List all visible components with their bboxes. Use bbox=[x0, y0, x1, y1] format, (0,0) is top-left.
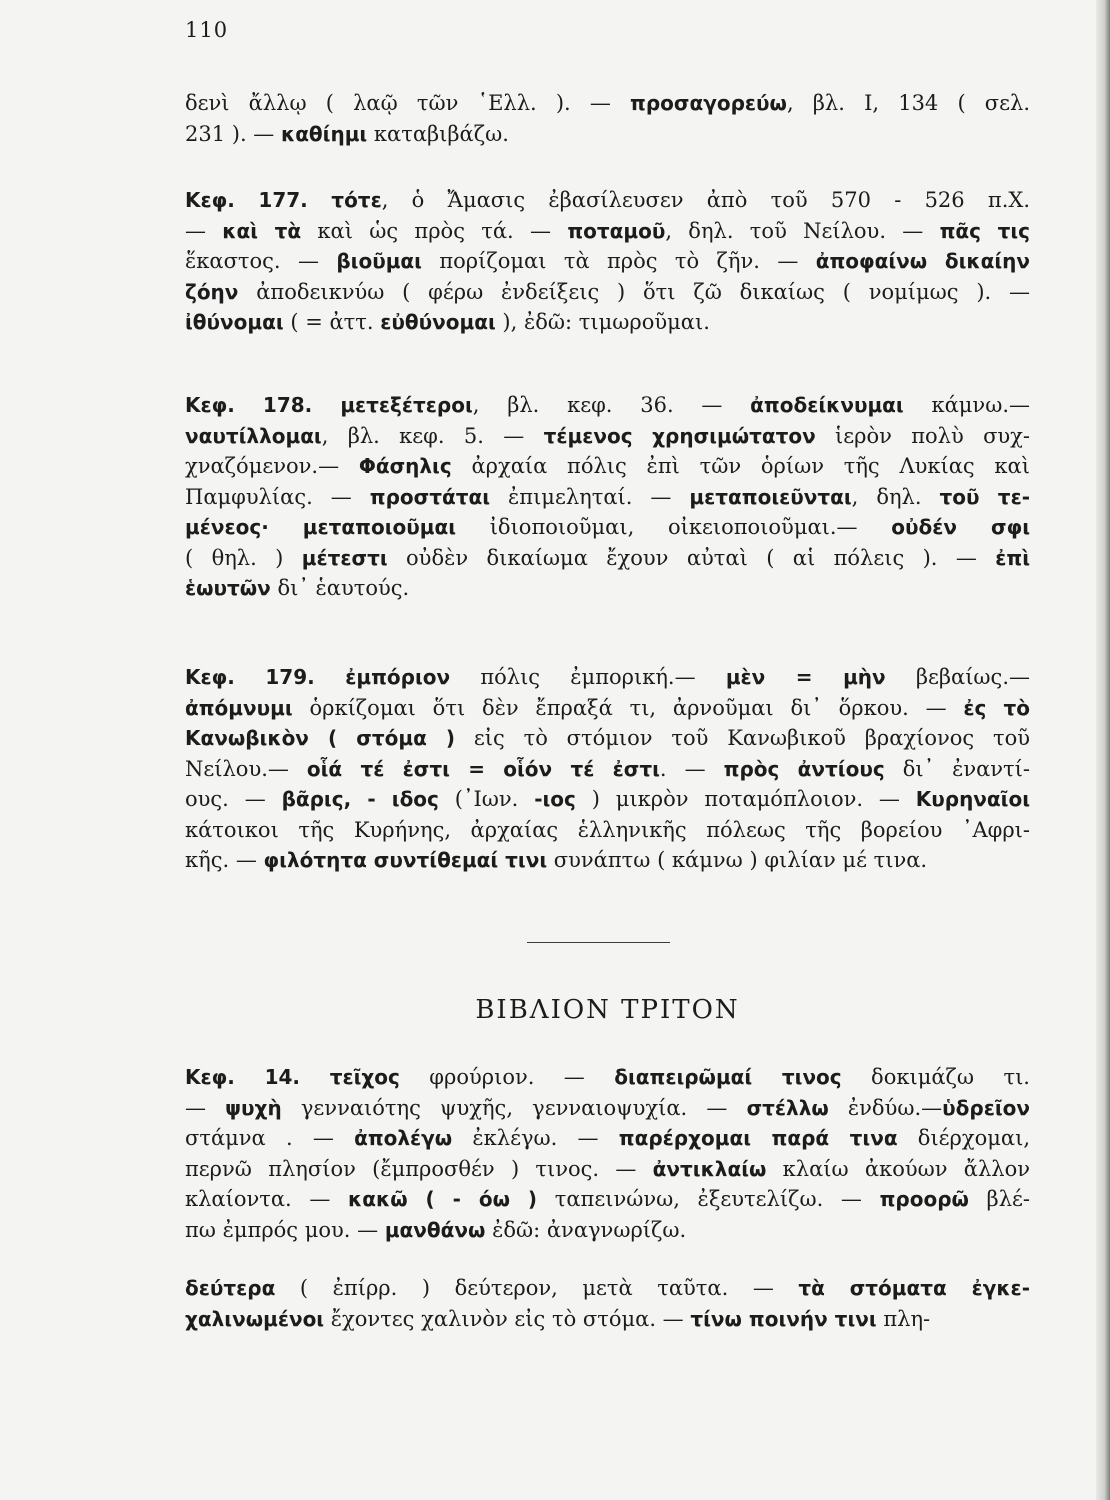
headword: Φάσηλις bbox=[358, 454, 452, 478]
headword: ἀντικλαίω bbox=[652, 1156, 767, 1181]
gloss-text: εἰς τὸ στόμιον τοῦ Κανωβικοῦ βραχίονος τοῦ bbox=[455, 726, 1030, 750]
text-line bbox=[185, 1304, 1030, 1335]
headword: Κεφ. 178. μετεξέτεροι bbox=[185, 393, 473, 417]
paragraph-chapter-177 bbox=[185, 185, 1030, 338]
page-number: 110 bbox=[185, 18, 229, 42]
text-line bbox=[185, 390, 1030, 421]
text-line bbox=[185, 1093, 1030, 1124]
gloss-text: συνάπτω ( κάμνω ) φιλίαν μέ τινα. bbox=[547, 848, 928, 872]
gloss-text: ) μικρὸν ποταμόπλοιον. — bbox=[575, 787, 916, 811]
gloss-text: ταπεινώνω, ἐξευτελίζω. — bbox=[537, 1187, 880, 1211]
headword: ἀπολέγω bbox=[354, 1126, 453, 1150]
gloss-text: ους. — bbox=[185, 787, 282, 811]
page-edge-shadow bbox=[1096, 0, 1110, 1500]
headword: Κανωβικὸν ( στόμα ) bbox=[185, 726, 456, 750]
gloss-text: ἐνδύω.— bbox=[828, 1095, 943, 1120]
gloss-text: καὶ ὡς πρὸς τά. — bbox=[301, 218, 568, 243]
headword: πᾶς τις bbox=[939, 218, 1030, 243]
paragraph-deutera bbox=[185, 1273, 1030, 1334]
headword: ψυχὴ bbox=[225, 1095, 282, 1120]
gloss-text: Νείλου.— bbox=[185, 756, 307, 781]
gloss-text: βλέ- bbox=[968, 1187, 1030, 1211]
text-line bbox=[185, 246, 1030, 277]
headword: Κυρηναῖοι bbox=[915, 787, 1030, 811]
headword: βᾶρις, - ιδος bbox=[281, 787, 439, 811]
text-line bbox=[185, 1123, 1030, 1154]
text-line bbox=[185, 421, 1030, 452]
gloss-text: , βλ. κεφ. 5. — bbox=[321, 423, 544, 448]
headword: ναυτίλλομαι bbox=[185, 423, 322, 448]
text-line bbox=[185, 815, 1030, 846]
text-line bbox=[185, 119, 1030, 150]
gloss-text: γενναιότης ψυχῆς, γενναιοψυχία. — bbox=[281, 1095, 747, 1120]
headword: τὰ στόματα ἐγκε- bbox=[798, 1276, 1030, 1300]
headword: προστάται bbox=[369, 484, 491, 509]
gloss-text: ( θηλ. ) bbox=[185, 545, 302, 570]
gloss-text: — bbox=[185, 1095, 226, 1120]
headword: μανθάνω bbox=[384, 1217, 486, 1242]
text-line bbox=[185, 662, 1030, 693]
gloss-text: ὁρκίζομαι ὅτι δὲν ἔπραξά τι, ἀρνοῦμαι δι᾽ ὅρκου. — bbox=[292, 695, 964, 720]
gloss-text: (᾽Ιων. bbox=[438, 787, 535, 811]
headword: Κεφ. 179. ἐμπόριον bbox=[185, 665, 451, 689]
gloss-text: οὐδὲν δικαίωμα ἔχουν αὐταὶ ( αἱ πόλεις ). — bbox=[387, 545, 996, 570]
gloss-text: πω ἐμπρός μου. — bbox=[185, 1217, 385, 1242]
headword: παρέρχομαι παρά τινα bbox=[618, 1126, 898, 1150]
text-line bbox=[185, 512, 1030, 543]
gloss-text: ἕκαστος. — bbox=[185, 249, 337, 273]
headword: προορῶ bbox=[879, 1187, 969, 1211]
paragraph-chapter-14 bbox=[185, 1062, 1030, 1245]
gloss-text: , βλ. I, 134 ( σελ. bbox=[786, 91, 1030, 115]
headword: ζόην bbox=[185, 279, 239, 304]
text-line bbox=[185, 482, 1030, 513]
paragraph-chapter-179 bbox=[185, 662, 1030, 876]
text-line bbox=[185, 573, 1030, 604]
text-line bbox=[185, 1273, 1030, 1304]
gloss-text: ἐπιμεληταί. — bbox=[490, 484, 690, 509]
text-line bbox=[185, 307, 1030, 338]
headword: καθίημι bbox=[280, 121, 368, 146]
gloss-text: πλη- bbox=[876, 1306, 931, 1331]
text-line bbox=[185, 1215, 1030, 1246]
gloss-text: δι᾽ ἐναντί- bbox=[884, 756, 1031, 781]
headword: μὲν = μὴν bbox=[725, 665, 886, 689]
gloss-text: ἐκλέγω. — bbox=[452, 1126, 619, 1150]
gloss-text: , ὁ Ἄμασις ἐβασίλευσεν ἀπὸ τοῦ 570 - 526 π.Χ. bbox=[381, 188, 1031, 212]
headword: πρὸς ἀντίους bbox=[723, 756, 885, 781]
gloss-text: κάτοικοι τῆς Κυρήνης, ἀρχαίας ἑλληνικῆς πόλεως τῆς βορείου ᾽Αφρι- bbox=[185, 817, 1030, 842]
headword: διαπειρῶμαί τινος bbox=[614, 1065, 842, 1089]
gloss-text: , δηλ. τοῦ Νείλου. — bbox=[665, 218, 940, 243]
gloss-text: καταβιβάζω. bbox=[367, 121, 509, 146]
gloss-text: βεβαίως.— bbox=[885, 665, 1030, 689]
text-line bbox=[185, 88, 1030, 119]
text-line bbox=[185, 1062, 1030, 1093]
headword: -ιος bbox=[534, 787, 576, 811]
gloss-text: Παμφυλίας. — bbox=[185, 484, 370, 509]
text-line bbox=[185, 543, 1030, 574]
gloss-text: ἔχοντες χαλινὸν εἰς τὸ στόμα. — bbox=[324, 1306, 691, 1331]
gloss-text: ( = ἀττ. bbox=[283, 310, 381, 334]
headword: ποταμοῦ bbox=[567, 218, 666, 243]
gloss-text: δενὶ ἄλλῳ bbox=[185, 91, 307, 115]
gloss-text: περνῶ πλησίον (ἔμπροσθέν ) τινος. — bbox=[185, 1156, 653, 1181]
headword: ἀποφαίνω δικαίην bbox=[815, 249, 1030, 273]
gloss-text: ἀποδεικνύω ( φέρω ἐνδείξεις ) ὅτι ζῶ δικαίως ( νομίμως ). — bbox=[238, 279, 1030, 304]
gloss-text: ( ἐπίρρ. ) δεύτερον, μετὰ ταῦτα. — bbox=[275, 1276, 799, 1300]
headword: τοῦ τε- bbox=[939, 484, 1031, 509]
gloss-text: 231 ). — bbox=[185, 121, 281, 146]
text-line bbox=[185, 1184, 1030, 1215]
gloss-text: χναζόμενον.— bbox=[185, 454, 359, 478]
gloss-text: πορίζομαι τὰ πρὸς τὸ ζῆν. — bbox=[421, 249, 816, 273]
headword: τέμενος χρησιμώτατον bbox=[543, 423, 816, 448]
gloss-text: ἀρχαία πόλις ἐπὶ τῶν ὁρίων τῆς Λυκίας καὶ bbox=[451, 454, 1030, 478]
section-divider bbox=[527, 942, 670, 943]
text-line bbox=[185, 1154, 1030, 1185]
gloss-text: δοκιμάζω τι. bbox=[841, 1065, 1030, 1089]
gloss-text: ἐδῶ: ἀναγνωρίζω. bbox=[485, 1217, 687, 1242]
headword: μεταποιεῦνται bbox=[689, 484, 852, 509]
headword: ἐπὶ bbox=[995, 545, 1030, 570]
text-line bbox=[185, 723, 1030, 754]
headword: ὑδρεῖον bbox=[942, 1095, 1031, 1120]
gloss-text: , βλ. κεφ. 36. — bbox=[472, 393, 751, 417]
headword: φιλότητα συντίθεμαί τινι bbox=[263, 848, 548, 872]
gloss-text: κλαίοντα. — bbox=[185, 1187, 349, 1211]
headword: προσαγορεύω bbox=[630, 91, 787, 115]
gloss-text: κάμνω.— bbox=[903, 393, 1030, 417]
text-line bbox=[185, 277, 1030, 308]
headword: ἀποδείκνυμαι bbox=[750, 393, 904, 417]
headword: Κεφ. 177. τότε bbox=[185, 188, 382, 212]
gloss-text: πόλις ἐμπορική.— bbox=[450, 665, 726, 689]
gloss-text: στάμνα . — bbox=[185, 1126, 355, 1150]
headword: μένεος· μεταποιοῦμαι bbox=[185, 515, 456, 539]
text-line bbox=[185, 451, 1030, 482]
gloss-text: διέρχομαι, bbox=[897, 1126, 1031, 1150]
gloss-text: — bbox=[185, 218, 223, 243]
headword: κακῶ ( - όω ) bbox=[348, 1187, 538, 1211]
paragraph-1 bbox=[185, 88, 1030, 149]
gloss-text: , δηλ. bbox=[851, 484, 940, 509]
gloss-text: ἰδιοποιοῦμαι, οἰκειοποιοῦμαι.— bbox=[456, 515, 892, 539]
headword: τίνω ποινήν τινι bbox=[690, 1306, 877, 1331]
headword: βιοῦμαι bbox=[336, 249, 422, 273]
headword: εὐθύνομαι bbox=[380, 310, 496, 334]
gloss-text: ), ἐδῶ: τιμωροῦμαι. bbox=[495, 310, 710, 334]
headword: χαλινωμένοι bbox=[185, 1306, 325, 1331]
headword: οἷά τέ ἐστι = οἷόν τέ ἐστι bbox=[306, 756, 660, 781]
text-line bbox=[185, 185, 1030, 216]
headword: ἑωυτῶν bbox=[185, 576, 271, 600]
headword: Κεφ. 14. τεῖχος bbox=[185, 1065, 400, 1089]
gloss-text: δι᾽ ἑαυτούς. bbox=[270, 576, 410, 600]
gloss-text: . — bbox=[659, 756, 724, 781]
text-line bbox=[185, 693, 1030, 724]
text-line bbox=[185, 845, 1030, 876]
headword: ἰθύνομαι bbox=[185, 310, 284, 334]
gloss-text: ἱερὸν πολὺ συχ- bbox=[815, 423, 1030, 448]
gloss-text: ( λαῷ τῶν ῾Ελλ. ). — bbox=[306, 91, 631, 115]
text-line bbox=[185, 784, 1030, 815]
text-line bbox=[185, 754, 1030, 785]
gloss-text: κῆς. — bbox=[185, 848, 264, 872]
text-line bbox=[185, 216, 1030, 247]
headword: στέλλω bbox=[746, 1095, 829, 1120]
headword: δεύτερα bbox=[185, 1276, 276, 1300]
paragraph-chapter-178 bbox=[185, 390, 1030, 604]
headword: μέτεστι bbox=[301, 545, 388, 570]
headword: ἐς τὸ bbox=[963, 695, 1030, 720]
headword: οὐδέν σφι bbox=[891, 515, 1031, 539]
headword: ἀπόμνυμι bbox=[185, 695, 293, 720]
headword: καὶ τὰ bbox=[222, 218, 302, 243]
gloss-text: φρούριον. — bbox=[399, 1065, 615, 1089]
book-title: ΒΙΒΛΙΟΝ ΤΡΙΤΟΝ bbox=[475, 995, 740, 1025]
gloss-text: κλαίω ἀκούων ἄλλον bbox=[766, 1156, 1030, 1181]
